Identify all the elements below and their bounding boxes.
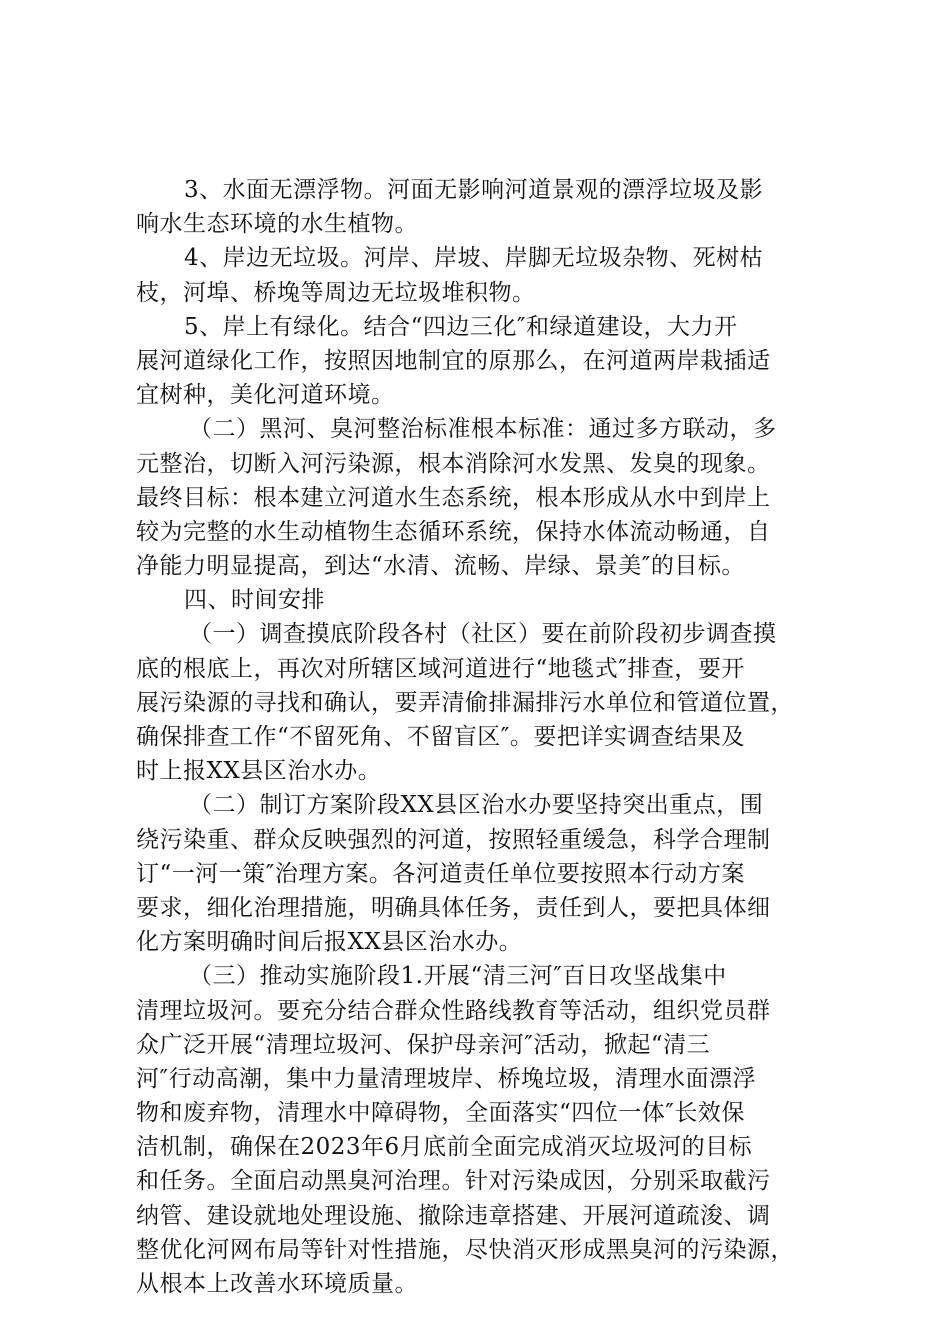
- paragraph-line: 展污染源的寻找和确认，要弄清偷排漏排污水单位和管道位置，: [136, 689, 794, 716]
- paragraph-line: 河″行动高潮，集中力量清理坡岸、桥堍垃圾，清理水面漂浮: [136, 1065, 757, 1092]
- section-heading: 四、时间安排: [184, 587, 325, 614]
- paragraph-line: （一）调查摸底阶段各村（社区）要在前阶段初步调查摸: [189, 621, 777, 648]
- paragraph-line: 清理垃圾河。要充分结合群众性路线教育等活动，组织党员群: [136, 997, 771, 1024]
- paragraph-line: 从根本上改善水环境质量。: [136, 1271, 418, 1297]
- paragraph-line: 和任务。全面启动黑臭河治理。针对污染成因，分别采取截污: [136, 1168, 771, 1195]
- paragraph-line: 物和废弃物，清理水中障碍物，全面落实“四位一体″长效保: [136, 1100, 745, 1127]
- paragraph-line: 整优化河网布局等针对性措施，尽快消灭形成黑臭河的污染源，: [136, 1236, 794, 1263]
- paragraph-line: 枝，河埠、桥堍等周边无垃圾堆积物。: [136, 279, 536, 306]
- paragraph-line: 时上报XX县区治水办。: [136, 758, 382, 785]
- paragraph-line: 宜树种，美化河道环境。: [136, 382, 395, 409]
- paragraph-line: 较为完整的水生动植物生态循环系统，保持水体流动畅通，自: [136, 518, 771, 545]
- paragraph-line: 净能力明显提高，到达“水清、流畅、岸绿、景美″的目标。: [136, 553, 745, 580]
- paragraph-line: 4、岸边无垃圾。河岸、岸坡、岸脚无垃圾杂物、死树枯: [184, 245, 764, 272]
- paragraph-line: 5、岸上有绿化。结合“四边三化″和绿道建设，大力开: [184, 313, 738, 340]
- paragraph-line: 要求，细化治理措施，明确具体任务，责任到人，要把具体细: [136, 894, 771, 921]
- paragraph-line: 化方案明确时间后报XX县区治水办。: [136, 929, 523, 956]
- paragraph-line: 3、水面无漂浮物。河面无影响河道景观的漂浮垃圾及影: [184, 177, 764, 203]
- paragraph-line: 绕污染重、群众反映强烈的河道，按照轻重缓急，科学合理制: [136, 826, 771, 853]
- paragraph-line: 最终目标：根本建立河道水生态系统，根本形成从水中到岸上: [136, 484, 771, 511]
- paragraph-line: 元整治，切断入河污染源，根本消除河水发黑、发臭的现象。: [136, 450, 771, 477]
- paragraph-line: 众广泛开展“清理垃圾河、保护母亲河″活动，掀起“清三: [136, 1031, 711, 1058]
- paragraph-line: 底的根底上，再次对所辖区域河道进行“地毯式″排查，要开: [136, 655, 745, 682]
- paragraph-line: （二）制订方案阶段XX县区治水办要坚持突出重点，围: [189, 792, 764, 819]
- paragraph-line: （三）推动实施阶段1.开展“清三河″百日攻坚战集中: [189, 963, 727, 990]
- paragraph-line: 确保排查工作“不留死角、不留盲区″。要把详实调查结果及: [136, 724, 745, 750]
- paragraph-line: 订“一河一策″治理方案。各河道责任单位要按照本行动方案: [136, 860, 745, 887]
- paragraph-line: （二）黑河、臭河整治标准根本标准：通过多方联动，多: [189, 416, 777, 443]
- body-text: [136, 173, 836, 1301]
- paragraph-line: 洁机制，确保在2023年6月底前全面完成消灭垃圾河的目标: [136, 1134, 753, 1161]
- paragraph-line: 响水生态环境的水生植物。: [136, 211, 418, 238]
- paragraph-line: 纳管、建设就地处理设施、撤除违章搭建、开展河道疏浚、调: [136, 1202, 771, 1229]
- paragraph-line: 展河道绿化工作，按照因地制宜的原那么，在河道两岸栽插适: [136, 347, 771, 374]
